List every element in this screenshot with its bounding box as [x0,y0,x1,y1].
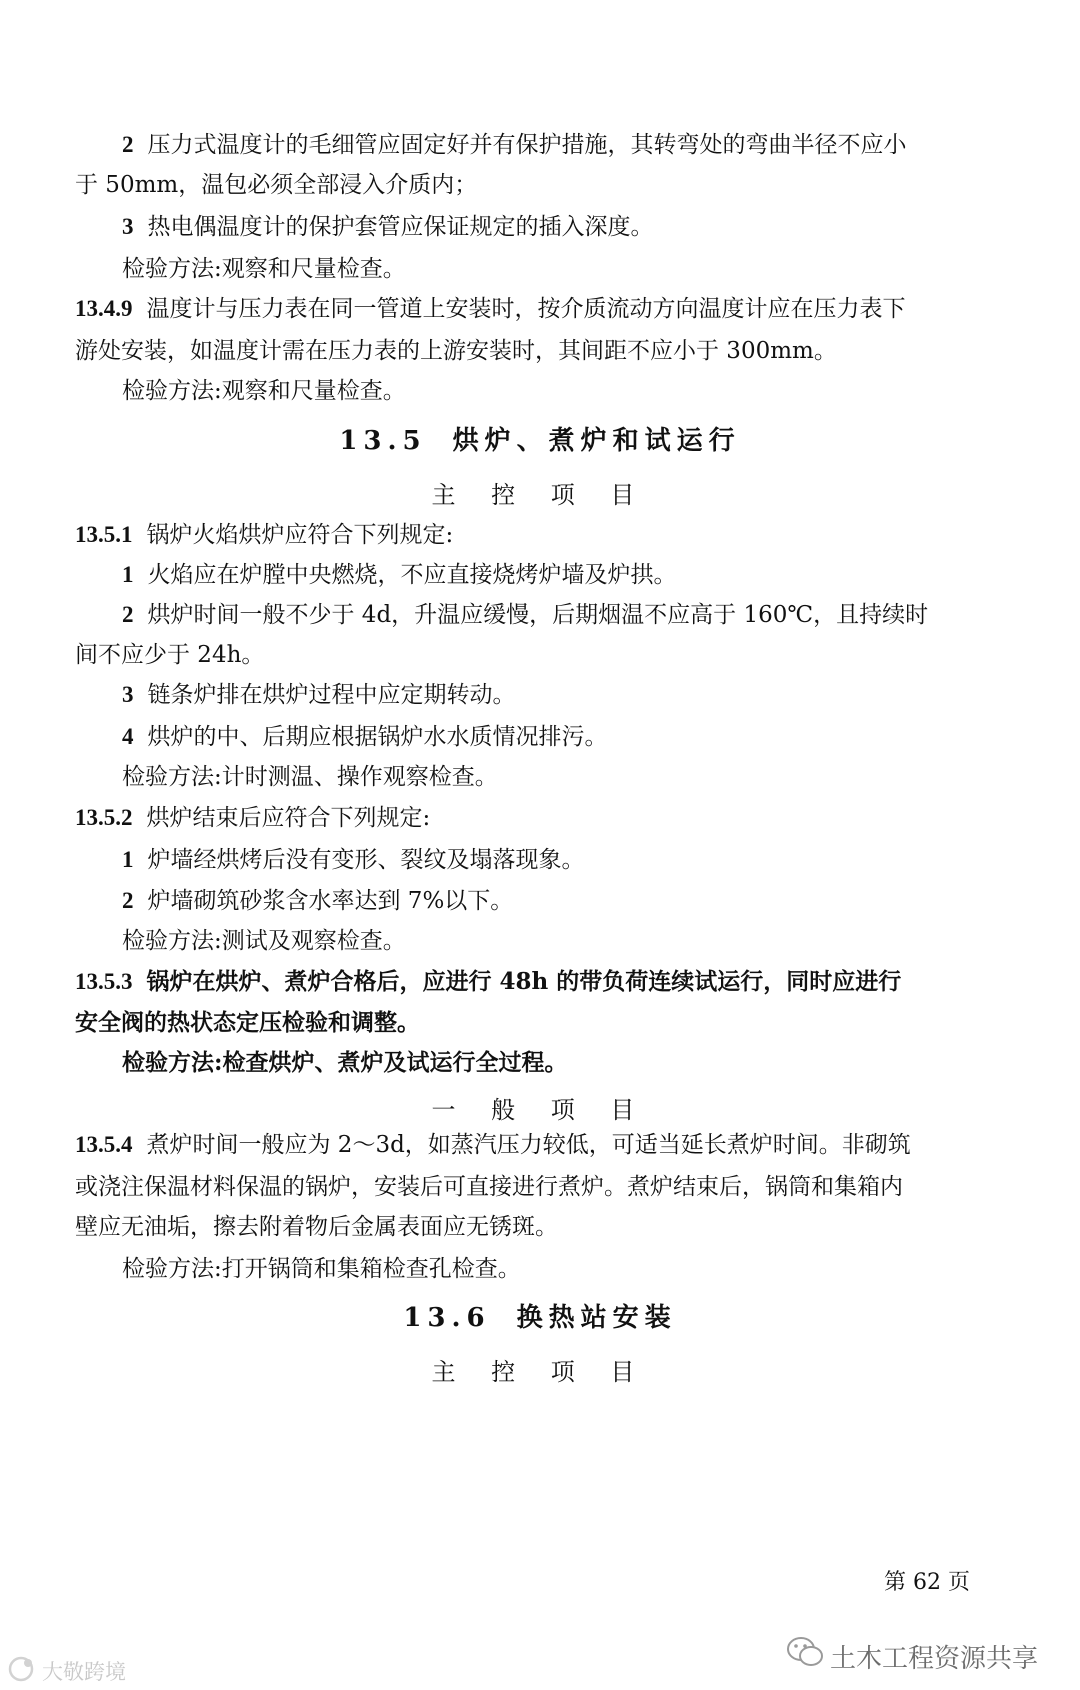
item-4: 4 烘炉的中、后期应根据锅炉水水质情况排污。 [122,724,608,750]
clause-13-4-9-line-2: 游处安装，如温度计需在压力表的上游安装时，其间距不应小于 300mm。 [75,338,837,364]
clause-13-5-1: 13.5.1 锅炉火焰烘炉应符合下列规定: [75,522,454,548]
item-2-line-1: 2 压力式温度计的毛细管应固定好并有保护措施，其转弯处的弯曲半径不应小 [122,132,907,158]
subheading-main-control: 主 控 项 目 [431,481,649,509]
item-2-line-2: 于 50mm，温包必须全部浸入介质内； [75,172,478,198]
inspection-method: 检验方法:观察和尺量检查。 [122,256,406,282]
page-number: 第 62 页 [884,1570,970,1595]
item-2-line-1: 2 烘炉时间一般不少于 4d，升温应缓慢，后期烟温不应高于 160℃，且持续时 [122,602,929,628]
watermark-left: 大敬跨境 [42,1660,126,1684]
clause-13-5-2: 13.5.2 烘炉结束后应符合下列规定: [75,805,431,831]
inspection-method: 检验方法:测试及观察检查。 [122,928,406,954]
inspection-method: 检验方法:打开锅筒和集箱检查孔检查。 [122,1256,521,1282]
item-1: 1 炉墙经烘烤后没有变形、裂纹及塌落现象。 [122,847,585,873]
brand-logo-icon [6,1654,36,1684]
clause-13-4-9-line-1: 13.4.9 温度计与压力表在同一管道上安装时，按介质流动方向温度计应在压力表下 [75,296,906,322]
item-1: 1 火焰应在炉膛中央燃烧，不应直接烧烤炉墙及炉拱。 [122,562,677,588]
clause-13-5-3-line-2: 安全阀的热状态定压检验和调整。 [75,1009,420,1036]
item-2: 2 炉墙砌筑砂浆含水率达到 7%以下。 [122,888,514,914]
section-heading-13-5: 13.5 烘炉、煮炉和试运行 [339,426,741,456]
inspection-method: 检验方法:检查烘炉、煮炉及试运行全过程。 [122,1049,568,1076]
item-2-line-2: 间不应少于 24h。 [75,642,265,668]
item-3: 3 热电偶温度计的保护套管应保证规定的插入深度。 [122,214,654,240]
inspection-method: 检验方法:观察和尺量检查。 [122,378,406,404]
clause-13-5-4-line-2: 或浇注保温材料保温的锅炉，安装后可直接进行煮炉。煮炉结束后，锅筒和集箱内 [75,1174,903,1200]
clause-13-5-4-line-3: 壁应无油垢，擦去附着物后金属表面应无锈斑。 [75,1214,558,1240]
subheading-general: 一 般 项 目 [431,1096,649,1124]
item-3: 3 链条炉排在烘炉过程中应定期转动。 [122,682,516,708]
section-heading-13-6: 13.6 换热站安装 [403,1303,677,1333]
clause-13-5-3-line-1: 13.5.3 锅炉在烘炉、煮炉合格后，应进行 48h 的带负荷连续试运行，同时应进行 [75,968,902,995]
wechat-icon [785,1632,825,1672]
subheading-main-control: 主 控 项 目 [431,1358,649,1386]
clause-13-5-4-line-1: 13.5.4 煮炉时间一般应为 2～3d，如蒸汽压力较低，可适当延长煮炉时间。非砌筑 [75,1132,911,1158]
watermark-right: 土木工程资源共享 [830,1644,1039,1674]
inspection-method: 检验方法:计时测温、操作观察检查。 [122,764,498,790]
